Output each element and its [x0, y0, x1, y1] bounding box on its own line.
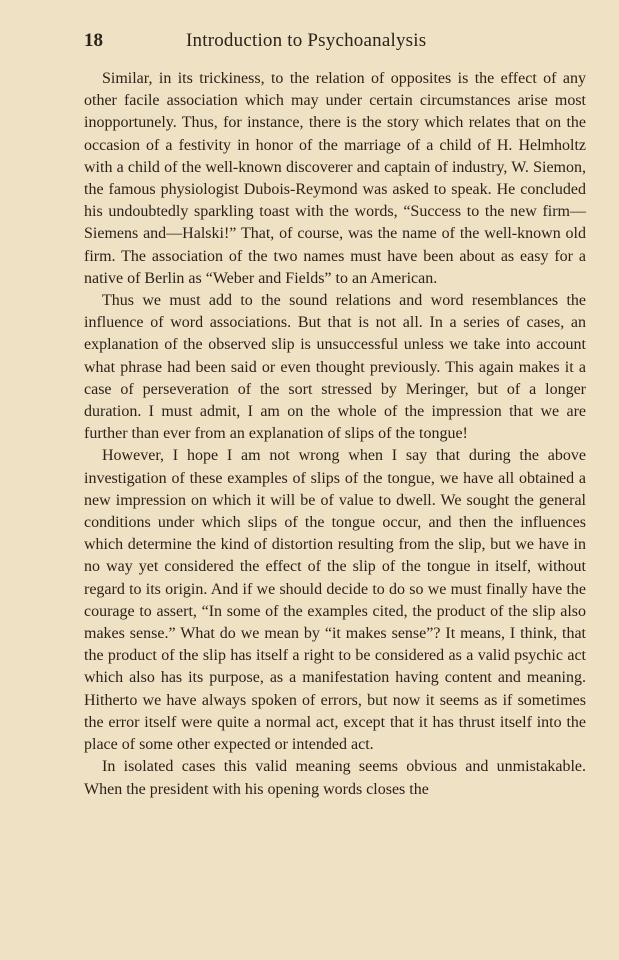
paragraph-1: Similar, in its trickiness, to the relation of opposites is the effect of any other facile association which may under certain circumstances arise most inopportunely. Thus, for instance, there is the story which relates that on the occasion of a festivity in honor of the marriage of a child of H. Helmholtz with a child of the well-known discoverer and captain of industry, W. Siemon, the famous physiologist Dubois-Reymond was asked to speak. He concluded his undoubtedly sparkling toast with the words, “Success to the new firm—Siemens and—Halski!” That, of course, was the name of the well-known old firm. The association of the two names must have been about as easy for a native of Berlin as “Weber and Fields” to an American.: [84, 70, 586, 287]
page-number: 18: [84, 30, 103, 51]
paragraph-2: Thus we must add to the sound relations and word resemblances the influence of word associations. But that is not all. In a series of cases, an explanation of the observed slip is unsuccessful unless we take into account what phrase had been said or even thought previously. This again makes it a case of perseveration of the sort stressed by Meringer, but of a longer duration. I must admit, I am on the whole of the impression that we are further than ever from an explanation of slips of the tongue!: [84, 292, 586, 443]
paragraph-3: However, I hope I am not wrong when I say that during the above investigation of these examples of slips of the tongue, we have all obtained a new impression on which it will be of value to dwell. We sought the general conditions under which slips of the tongue occur, and then the influences which determine the kind of distortion resulting from the slip, but we have in no way yet considered the effect of the slip of the tongue in itself, without regard to its origin. And if we should decide to do so we must finally have the courage to assert, “In some of the examples cited, the product of the slip also makes sense.” What do we mean by “it makes sense”? It means, I think, that the product of the slip has itself a right to be considered as a valid psychic act which also has its purpose, as a manifestation having content and meaning. Hitherto we have always spoken of errors, but now it seems as if sometimes the error itself were quite a normal act, except that it has thrust itself into the place of some other expected or intended act.: [84, 447, 586, 754]
page-header: [84, 30, 586, 58]
running-head-title: Introduction to Psychoanalysis: [186, 30, 427, 51]
paragraph-4: In isolated cases this valid meaning seems obvious and unmistakable. When the president with his opening words closes the: [84, 758, 586, 798]
body-text: [84, 68, 586, 801]
